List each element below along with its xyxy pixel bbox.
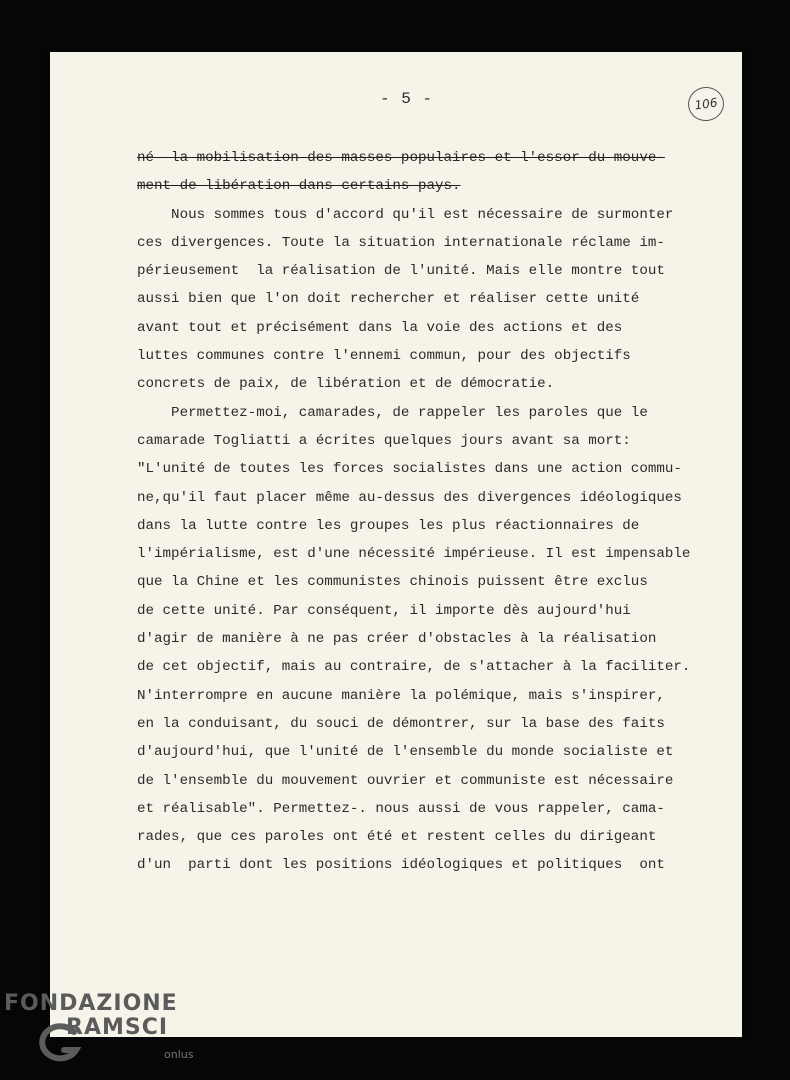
- logo-onlus: onlus: [164, 1048, 194, 1061]
- logo-line-2: RAMSCI: [66, 1015, 169, 1040]
- text-line: que la Chine et les communistes chinois puissent être exclus: [137, 574, 648, 591]
- struck-text-line: ment de libération dans certains pays.: [137, 178, 461, 195]
- document-page: [50, 52, 742, 1037]
- text-line: N'interrompre en aucune manière la polémique, mais s'inspirer,: [137, 687, 665, 704]
- text-line: luttes communes contre l'ennemi commun, pour des objectifs: [137, 348, 631, 365]
- text-line: de l'ensemble du mouvement ouvrier et communiste est nécessaire: [137, 772, 674, 789]
- archive-number-stamp: 106: [686, 85, 726, 124]
- text-line: avant tout et précisément dans la voie des actions et des: [137, 319, 623, 336]
- text-line: dans la lutte contre les groupes les plus réactionnaires de: [137, 517, 640, 534]
- struck-text-line: né la mobilisation des masses populaires et l'essor du mouve-: [137, 150, 665, 166]
- text-line: ne,qu'il faut placer même au-dessus des divergences idéologiques: [137, 489, 682, 506]
- text-line: "L'unité de toutes les forces socialistes dans une action commu-: [137, 461, 682, 478]
- text-line: d'aujourd'hui, que l'unité de l'ensemble du monde socialiste et: [137, 744, 674, 761]
- page-number: - 5 -: [380, 90, 434, 108]
- text-line: l'impérialisme, est d'une nécessité impérieuse. Il est impensable: [137, 546, 691, 563]
- typewritten-body: [137, 144, 717, 880]
- logo-line-1: FONDAZIONE: [4, 991, 178, 1016]
- text-line: en la conduisant, du souci de démontrer, sur la base des faits: [137, 715, 665, 732]
- text-line: de cette unité. Par conséquent, il importe dès aujourd'hui: [137, 602, 631, 619]
- text-line: aussi bien que l'on doit rechercher et réaliser cette unité: [137, 291, 640, 308]
- text-line: de cet objectif, mais au contraire, de s'attacher à la faciliter.: [137, 659, 691, 676]
- logo-g-icon: [34, 1022, 82, 1062]
- text-line: Permettez-moi, camarades, de rappeler les paroles que le: [137, 404, 648, 421]
- fondazione-gramsci-logo: [4, 991, 194, 1061]
- text-line: d'un parti dont les positions idéologiques et politiques ont: [137, 857, 665, 874]
- text-line: périeusement la réalisation de l'unité. Mais elle montre tout: [137, 263, 665, 280]
- text-line: d'agir de manière à ne pas créer d'obstacles à la réalisation: [137, 631, 657, 648]
- text-line: camarade Togliatti a écrites quelques jours avant sa mort:: [137, 432, 631, 449]
- text-line: et réalisable". Permettez-. nous aussi de vous rappeler, cama-: [137, 800, 665, 817]
- text-line: concrets de paix, de libération et de démocratie.: [137, 376, 555, 393]
- text-line: Nous sommes tous d'accord qu'il est nécessaire de surmonter: [137, 206, 674, 223]
- text-line: ces divergences. Toute la situation internationale réclame im-: [137, 234, 665, 251]
- text-line: rades, que ces paroles ont été et restent celles du dirigeant: [137, 829, 657, 846]
